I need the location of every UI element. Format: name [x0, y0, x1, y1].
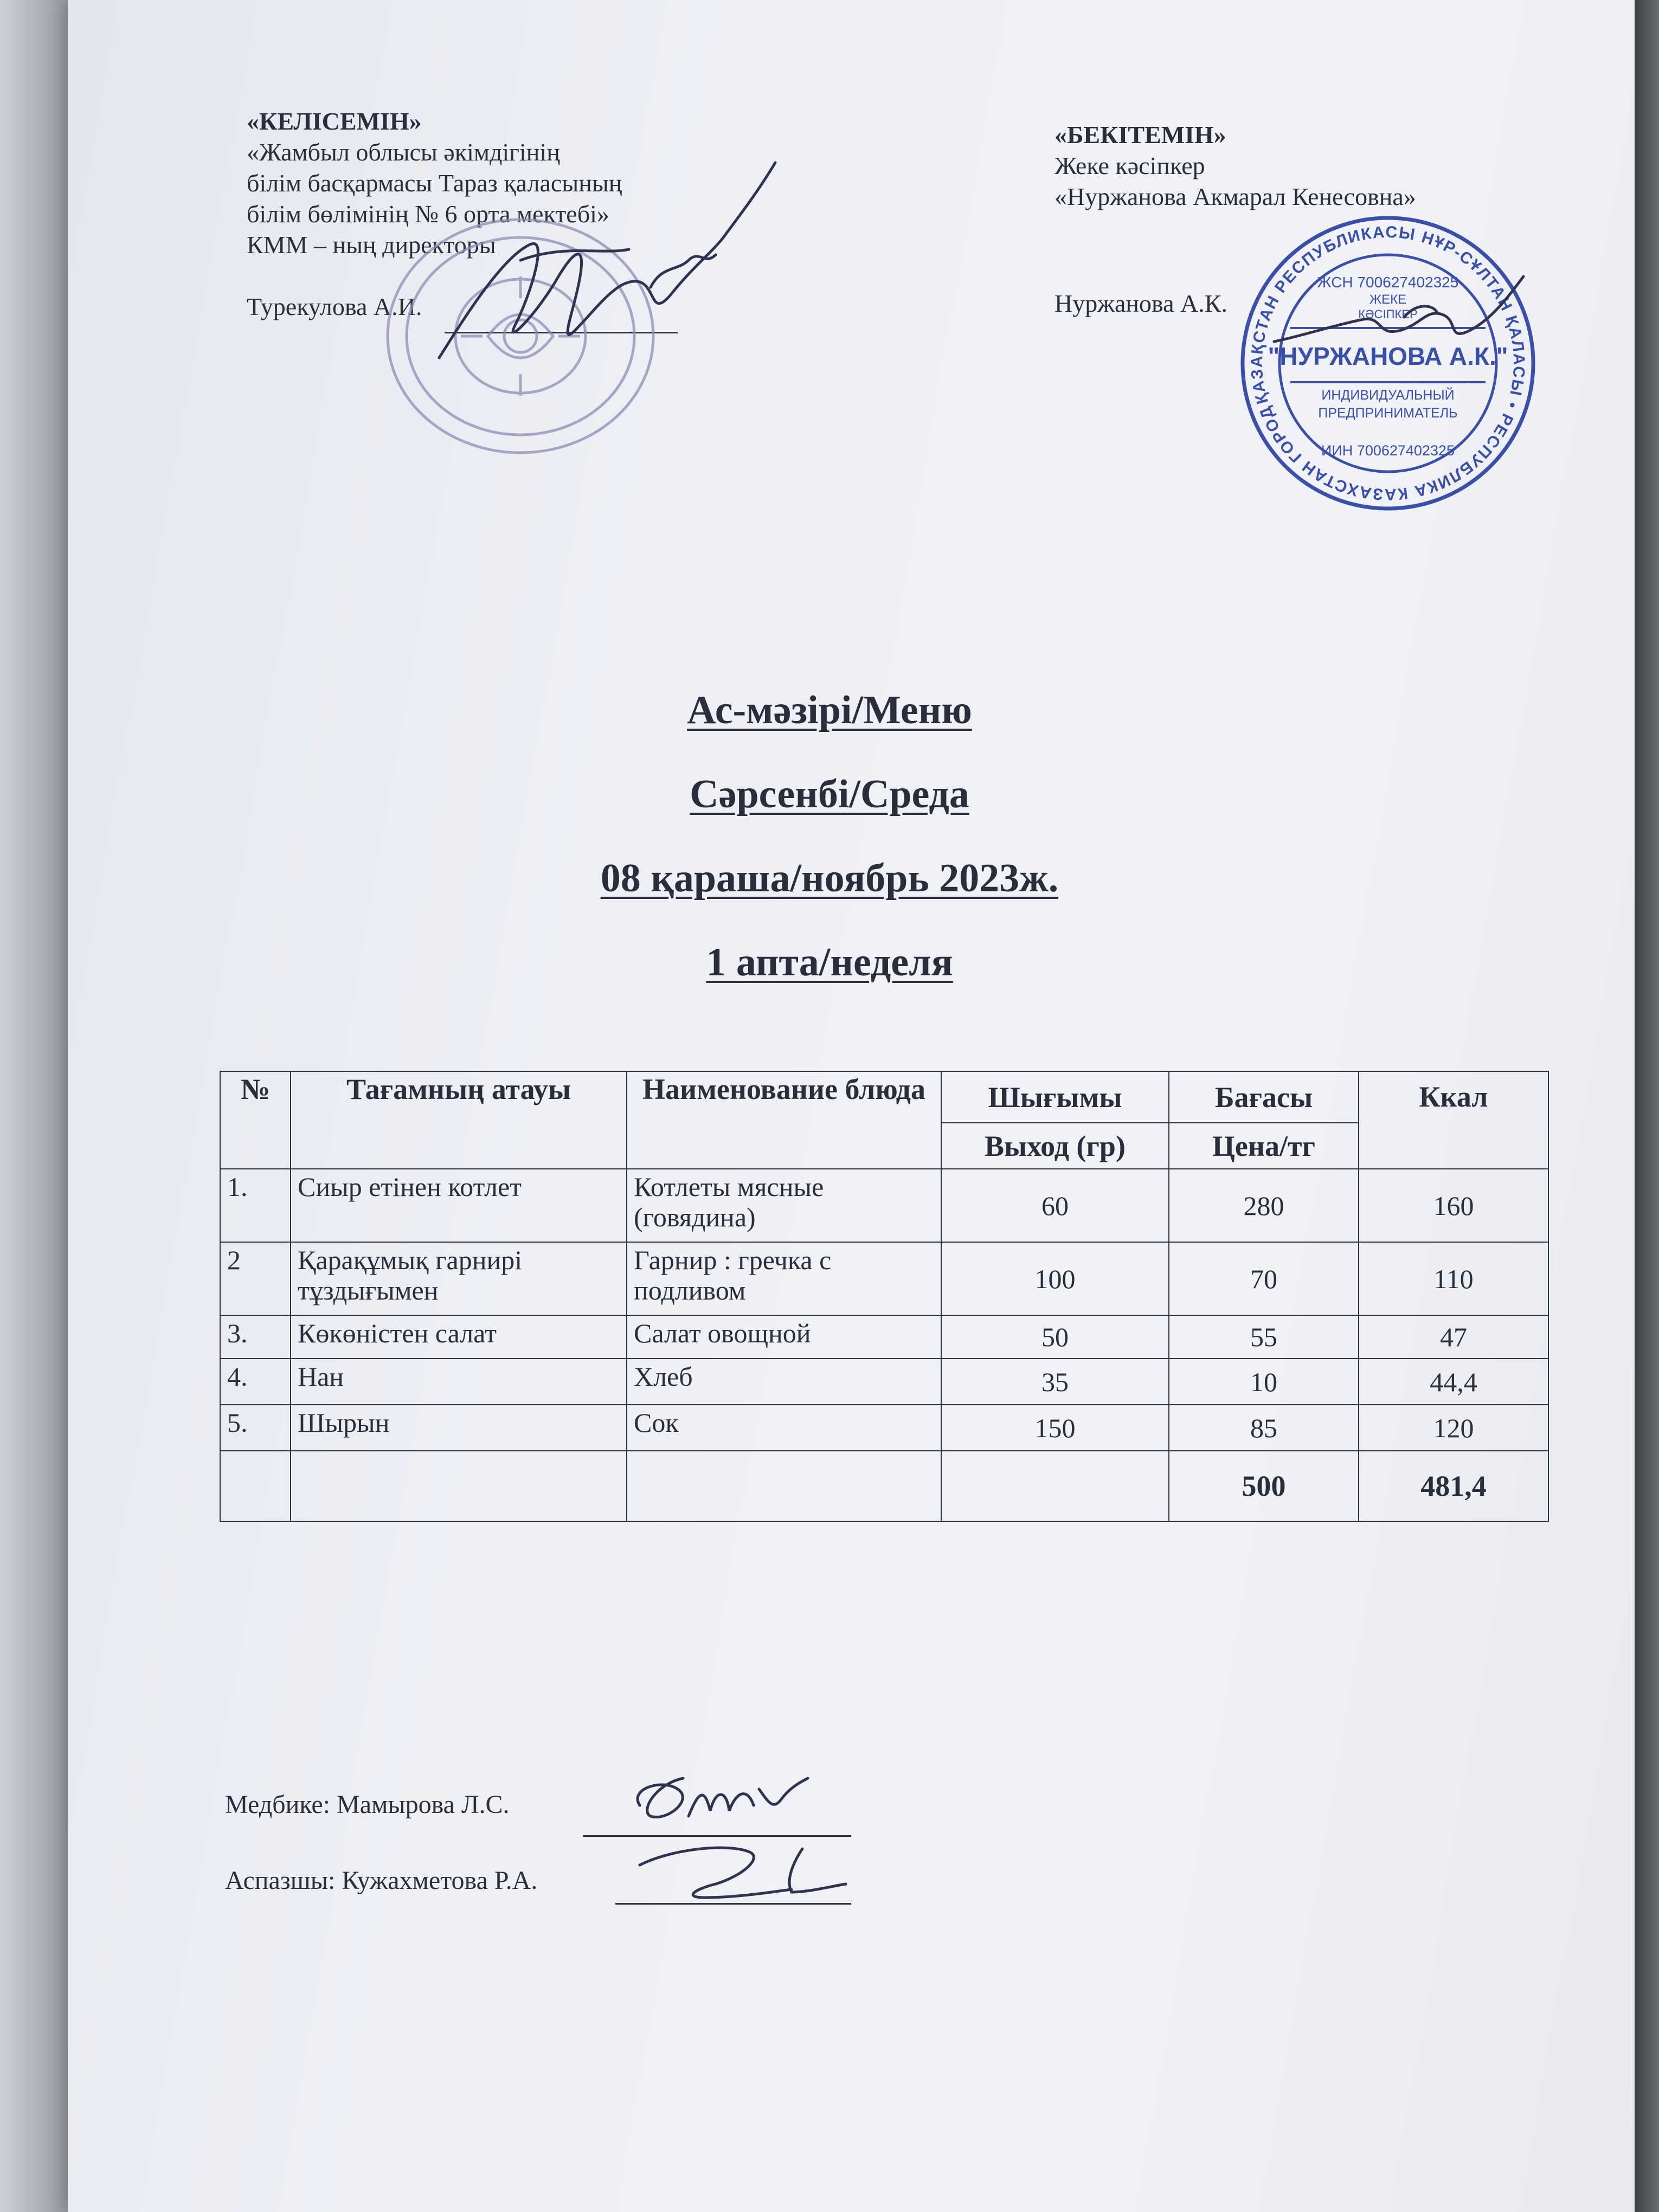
cell-price: 85 [1169, 1405, 1359, 1451]
cell-num: 1. [220, 1169, 291, 1242]
menu-day: Сәрсенбі/Среда [690, 772, 969, 816]
cook-signature-label: Аспазшы: Кужахметова Р.А. [225, 1866, 538, 1895]
cell-output: 150 [941, 1405, 1169, 1451]
entrepreneur-stamp [1231, 214, 1545, 518]
col-subheader-price: Цена/тг [1169, 1123, 1359, 1169]
agree-line: білім басқармасы Тараз қаласының [247, 169, 622, 197]
cell-name-ru: Хлеб [627, 1359, 941, 1405]
background-right [1635, 0, 1659, 2212]
approve-signer-name: Нуржанова А.К. [1054, 290, 1227, 317]
stamp-ring-text: ҚАЗАҚСТАН РЕСПУБЛИКАСЫ НҰР-СҰЛТАН ҚАЛАСЫ • РЕСПУБЛИКА КАЗАХСТАН ГОРОД [1248, 223, 1528, 504]
director-handwritten-signature [423, 152, 792, 385]
cell-name-ru: Гарнир : гречка с подливом [627, 1242, 941, 1315]
cell-empty [941, 1451, 1169, 1521]
cell-output: 100 [941, 1242, 1169, 1315]
cell-output: 60 [941, 1169, 1169, 1242]
stamp-line3: ИНДИВИДУАЛЬНЫЙ [1321, 388, 1455, 403]
stamp-line1: ЖЕКЕ [1369, 292, 1407, 307]
cell-kcal: 47 [1359, 1315, 1548, 1359]
table-total-row [220, 1451, 1548, 1521]
menu-table [220, 1071, 1549, 1522]
menu-week: 1 апта/неделя [706, 940, 953, 985]
approve-line: «Нуржанова Акмарал Кенесовна» [1054, 183, 1416, 210]
cell-price: 280 [1169, 1169, 1359, 1242]
stamp-line4: ПРЕДПРИНИМАТЕЛЬ [1318, 406, 1458, 421]
stamp-name: "НУРЖАНОВА А.К." [1268, 342, 1508, 370]
cell-name-ru: Котлеты мясные (говядина) [627, 1169, 941, 1242]
stamp-top-id: ЖСН 700627402325 [1317, 274, 1459, 291]
total-kcal: 481,4 [1359, 1451, 1548, 1521]
cell-empty [291, 1451, 627, 1521]
cell-name-ru: Салат овощной [627, 1315, 941, 1359]
stamp-line2: КӘСІПКЕР [1358, 307, 1418, 321]
cell-num: 5. [220, 1405, 291, 1451]
col-header-num: № [220, 1071, 291, 1169]
col-subheader-output: Выход (гр) [941, 1123, 1169, 1169]
approve-heading: «БЕКІТЕМІН» [1054, 121, 1226, 149]
cell-name-kz: Көкөністен салат [291, 1315, 627, 1359]
cell-name-kz: Қарақұмық гарнирі тұздығымен [291, 1242, 627, 1315]
cell-num: 4. [220, 1359, 291, 1405]
cell-output: 35 [941, 1359, 1169, 1405]
stamp-bottom-id: ИИН 700627402325 [1321, 442, 1455, 459]
nurse-signature-label: Медбике: Мамырова Л.С. [225, 1790, 510, 1819]
cell-name-kz: Шырын [291, 1405, 627, 1451]
cell-empty [220, 1451, 291, 1521]
table-row [220, 1405, 1548, 1451]
background-left [0, 0, 68, 2212]
agree-signer-name: Турекулова А.И. [247, 293, 422, 320]
agree-line: КММ – ның директоры [247, 231, 496, 259]
table-row [220, 1315, 1548, 1359]
cell-price: 70 [1169, 1242, 1359, 1315]
cell-kcal: 120 [1359, 1405, 1548, 1451]
col-header-name-ru: Наименование блюда [627, 1071, 941, 1169]
table-row [220, 1169, 1548, 1242]
agree-line: білім бөлімінің № 6 орта мектебі» [247, 200, 609, 228]
entrepreneur-handwritten-signature [1269, 266, 1529, 363]
agree-heading: «КЕЛІСЕМІН» [247, 107, 422, 135]
cell-kcal: 110 [1359, 1242, 1548, 1315]
cell-kcal: 160 [1359, 1169, 1548, 1242]
cell-num: 2 [220, 1242, 291, 1315]
menu-title-block [0, 680, 1659, 1017]
cell-empty [627, 1451, 941, 1521]
menu-date: 08 қараша/ноябрь 2023ж. [600, 856, 1059, 901]
cell-kcal: 44,4 [1359, 1359, 1548, 1405]
col-header-price: Бағасы [1169, 1071, 1359, 1123]
col-header-name-kz: Тағамның атауы [291, 1071, 627, 1169]
total-price: 500 [1169, 1451, 1359, 1521]
table-row [220, 1359, 1548, 1405]
approve-line: Жеке кәсіпкер [1054, 152, 1205, 179]
cook-handwritten-signature [629, 1832, 857, 1908]
cell-num: 3. [220, 1315, 291, 1359]
nurse-handwritten-signature [618, 1767, 824, 1838]
col-header-output: Шығымы [941, 1071, 1169, 1123]
agree-line: «Жамбыл облысы әкімдігінің [247, 138, 560, 166]
col-header-kcal: Ккал [1359, 1071, 1548, 1169]
table-row [220, 1242, 1548, 1315]
cell-price: 10 [1169, 1359, 1359, 1405]
cell-name-ru: Сок [627, 1405, 941, 1451]
cell-output: 50 [941, 1315, 1169, 1359]
menu-title: Ас-мәзірі/Меню [687, 688, 972, 732]
cell-price: 55 [1169, 1315, 1359, 1359]
cell-name-kz: Нан [291, 1359, 627, 1405]
cell-name-kz: Сиыр етінен котлет [291, 1169, 627, 1242]
